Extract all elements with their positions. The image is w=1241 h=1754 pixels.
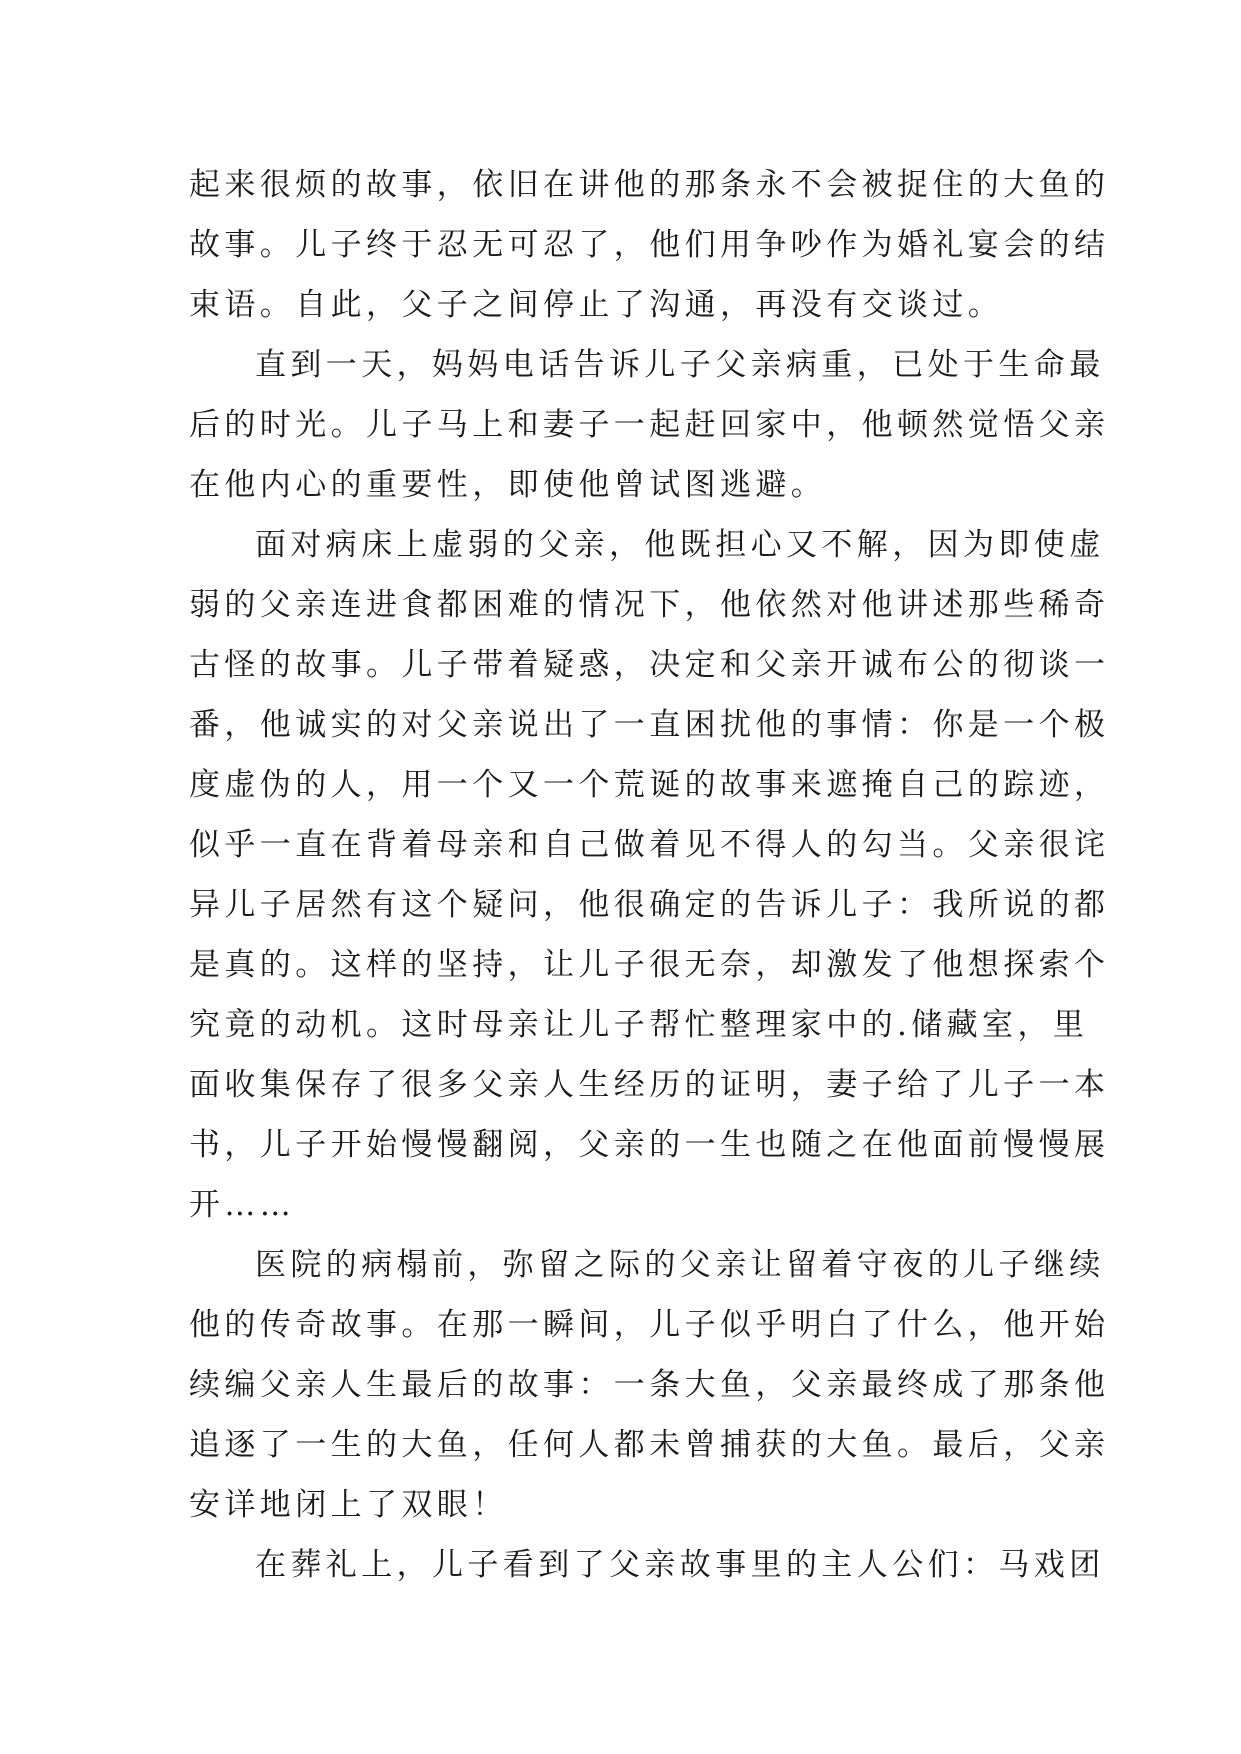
text-line: 开……	[189, 1187, 296, 1223]
text-line: 番，他诚实的对父亲说出了一直困扰他的事情：你是一个极	[189, 707, 1110, 743]
document-body	[189, 155, 1110, 1595]
text-line: 弱的父亲连进食都困难的情况下，他依然对他讲述那些稀奇	[189, 587, 1110, 623]
text-line: 起来很烦的故事，依旧在讲他的那条永不会被捉住的大鱼的	[189, 167, 1110, 203]
text-line: 后的时光。儿子马上和妻子一起赶回家中，他顿然觉悟父亲	[189, 407, 1110, 443]
text-line: 度虚伪的人，用一个又一个荒诞的故事来遮掩自己的踪迹，	[189, 767, 1110, 803]
text-line: 书，儿子开始慢慢翻阅，父亲的一生也随之在他面前慢慢展	[189, 1127, 1110, 1163]
text-line: 似乎一直在背着母亲和自己做着见不得人的勾当。父亲很诧	[189, 827, 1110, 863]
text-line: 古怪的故事。儿子带着疑惑，决定和父亲开诚布公的彻谈一	[189, 647, 1110, 683]
text-line: 安详地闭上了双眼！	[189, 1487, 508, 1523]
text-line: 追逐了一生的大鱼，任何人都未曾捕获的大鱼。最后，父亲	[189, 1427, 1110, 1463]
text-line: 面收集保存了很多父亲人生经历的证明，妻子给了儿子一本	[189, 1067, 1110, 1103]
text-line: 异儿子居然有这个疑问，他很确定的告诉儿子：我所说的都	[189, 887, 1110, 923]
text-line: 他的传奇故事。在那一瞬间，儿子似乎明白了什么，他开始	[189, 1307, 1110, 1343]
text-line: 直到一天，妈妈电话告诉儿子父亲病重，已处于生命最	[255, 347, 1105, 383]
text-line: 医院的病榻前，弥留之际的父亲让留着守夜的儿子继续	[255, 1247, 1105, 1283]
text-line: 面对病床上虚弱的父亲，他既担心又不解，因为即使虚	[255, 527, 1105, 563]
text-line: 究竟的动机。这时母亲让儿子帮忙整理家中的.储藏室，里	[189, 1007, 1089, 1043]
text-line: 故事。儿子终于忍无可忍了，他们用争吵作为婚礼宴会的结	[189, 227, 1110, 263]
text-line: 在葬礼上，儿子看到了父亲故事里的主人公们：马戏团	[255, 1547, 1105, 1583]
text-line: 续编父亲人生最后的故事：一条大鱼，父亲最终成了那条他	[189, 1367, 1110, 1403]
text-line: 在他内心的重要性，即使他曾试图逃避。	[189, 467, 827, 503]
text-line: 束语。自此，父子之间停止了沟通，再没有交谈过。	[189, 287, 1004, 323]
text-line: 是真的。这样的坚持，让儿子很无奈，却激发了他想探索个	[189, 947, 1110, 983]
